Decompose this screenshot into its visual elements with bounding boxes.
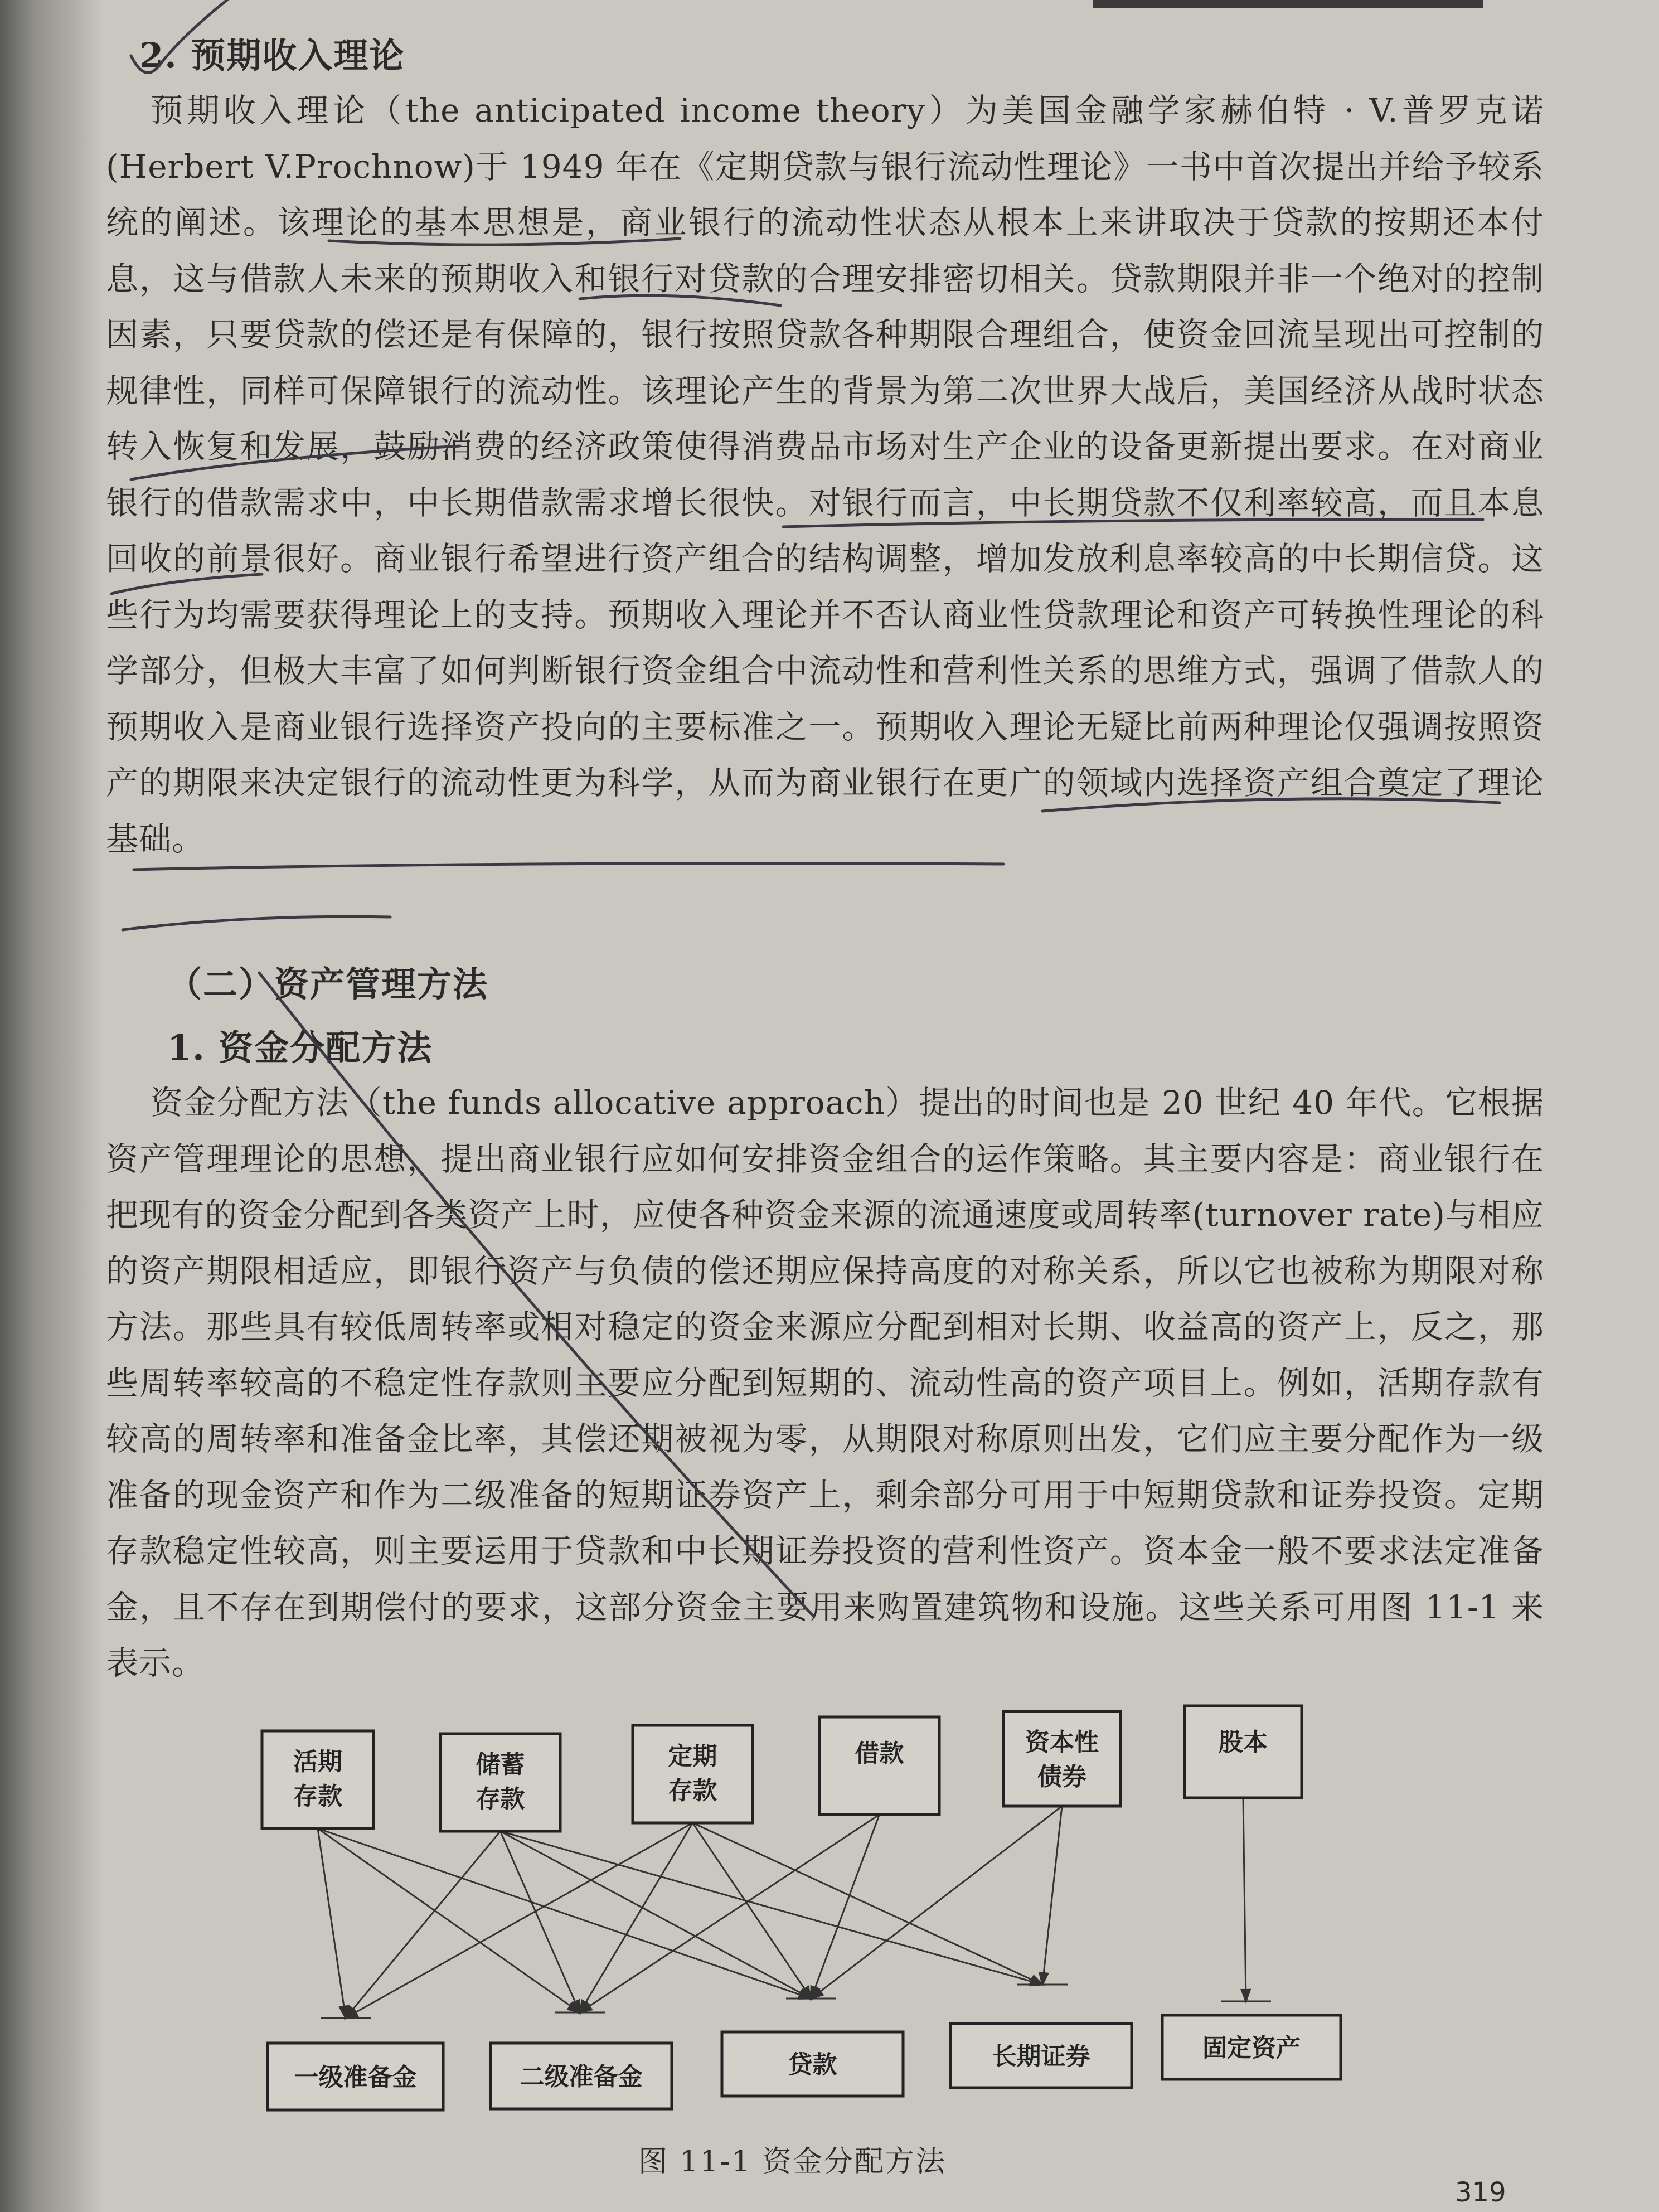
source-box [1185, 1706, 1302, 1798]
source-label-line1: 活期 [293, 1748, 342, 1776]
arrowhead [1241, 1990, 1250, 2001]
subsection-paragraph: 资金分配方法（the funds allocative approach）提出的时间也是 20 世纪 40 年代。它根据资产管理理论的思想，提出商业银行应如何安排资金组合的运作策略。其主要内容是：商业银行在把现有的资金分配到各类资产上时，应使各种资金来源的流通速度或周转率(turnover rate)与相应的资产期限相适应，即银行资产与负债的偿还期应保持高度的对称关系，所以它也被称为期限对称方法。那些具有较低周转率或相对稳定的资金来源应分配到相对长期、收益高的资产上，反之，那些周转率较高的不稳定性存款则主要应分配到短期的、流动性高的资产项目上。例如，活期存款有较高的周转率和准备金比率，其偿还期被视为零，从期限对称原则出发，它们应主要分配作为一级准备的现金资产和作为二级准备的短期证券资产上，剩余部分可用于中短期贷款和证券投资。定期存款稳定性较高，则主要运用于贷款和中长期证券投资的营利性资产。资本金一般不要求法定准备金，且不存在到期偿付的要求，这部分资金主要用来购置建筑物和设施。这些关系可用图 11-1 来表示。 [106, 1084, 1544, 1682]
use-box [491, 2043, 672, 2109]
source-label: 股本 [1219, 1728, 1268, 1757]
allocation-link [580, 1823, 693, 2012]
allocation-link [318, 1828, 346, 2018]
subsection-heading: 1. 资金分配方法 [167, 1027, 433, 1068]
allocation-link [1042, 1806, 1062, 1985]
source-label-line2: 存款 [293, 1782, 342, 1811]
use-label: 一级准备金 [294, 2063, 417, 2092]
page-number: 319 [1455, 2177, 1506, 2208]
use-label: 固定资产 [1202, 2034, 1301, 2063]
allocation-link [346, 1823, 693, 2018]
use-box [1162, 2015, 1341, 2079]
use-box [268, 2043, 443, 2110]
allocation-link [811, 1815, 880, 1998]
part-heading: （二）资产管理方法 [167, 964, 489, 1005]
source-box [633, 1725, 753, 1823]
use-label: 二级准备金 [520, 2063, 643, 2091]
figure-caption: 图 11-1 资金分配方法 [638, 2145, 947, 2179]
allocation-link [693, 1823, 812, 1998]
allocation-link [1243, 1798, 1246, 2001]
use-label: 长期证券 [992, 2042, 1090, 2071]
source-label-line1: 资本性 [1025, 1728, 1099, 1757]
section-heading: 2. 预期收入理论 [139, 35, 405, 76]
source-box [1003, 1711, 1120, 1806]
source-box [440, 1734, 560, 1831]
use-box [722, 2032, 903, 2096]
source-label: 借款 [855, 1739, 904, 1768]
allocation-link [501, 1831, 1043, 1985]
source-box [262, 1731, 373, 1828]
allocation-link [318, 1828, 580, 2012]
allocation-link [580, 1815, 880, 2012]
use-label: 贷款 [788, 2050, 837, 2079]
use-box [950, 2024, 1132, 2088]
source-label-line1: 储蓄 [476, 1750, 525, 1779]
section-paragraph: 预期收入理论（the anticipated income theory）为美国金融学家赫伯特 · V.普罗克诺(Herbert V.Prochnow)于 1949 年在《定期贷款与银行流动性理论》一书中首次提出并给予较系统的阐述。该理论的基本思想是，商业银行的流动性状态从根本上来讲取决于贷款的按期还本付息，这与借款人未来的预期收入和银行对贷款的合理安排密切相关。贷款期限并非一个绝对的控制因素，只要贷款的偿还是有保障的，银行按照贷款各种期限合理组合，使资金回流呈现出可控制的规律性，同样可保障银行的流动性。该理论产生的背景为第二次世界大战后，美国经济从战时状态转入恢复和发展，鼓励消费的经济政策使得消费品市场对生产企业的设备更新提出要求。在对商业银行的借款需求中，中长期借款需求增长很快。对银行而言，中长期贷款不仅利率较高，而且本息回收的前景很好。商业银行希望进行资产组合的结构调整，增加发放利息率较高的中长期信贷。这些行为均需要获得理论上的支持。预期收入理论并不否认商业性贷款理论和资产可转换性理论的科学部分，但极大丰富了如何判断银行资金组合中流动性和营利性关系的思维方式，强调了借款人的预期收入是商业银行选择资产投向的主要标准之一。预期收入理论无疑比前两种理论仅强调按照资产的期限来决定银行的流动性更为科学，从而为商业银行在更广的领域内选择资产组合奠定了理论基础。 [106, 91, 1544, 858]
allocation-link [346, 1831, 501, 2018]
source-label-line2: 存款 [476, 1785, 525, 1813]
source-label-line2: 存款 [668, 1777, 717, 1805]
source-box [819, 1717, 939, 1815]
allocation-link [318, 1828, 811, 1998]
source-label-line1: 定期 [668, 1742, 717, 1770]
source-label-line2: 债券 [1037, 1763, 1086, 1791]
